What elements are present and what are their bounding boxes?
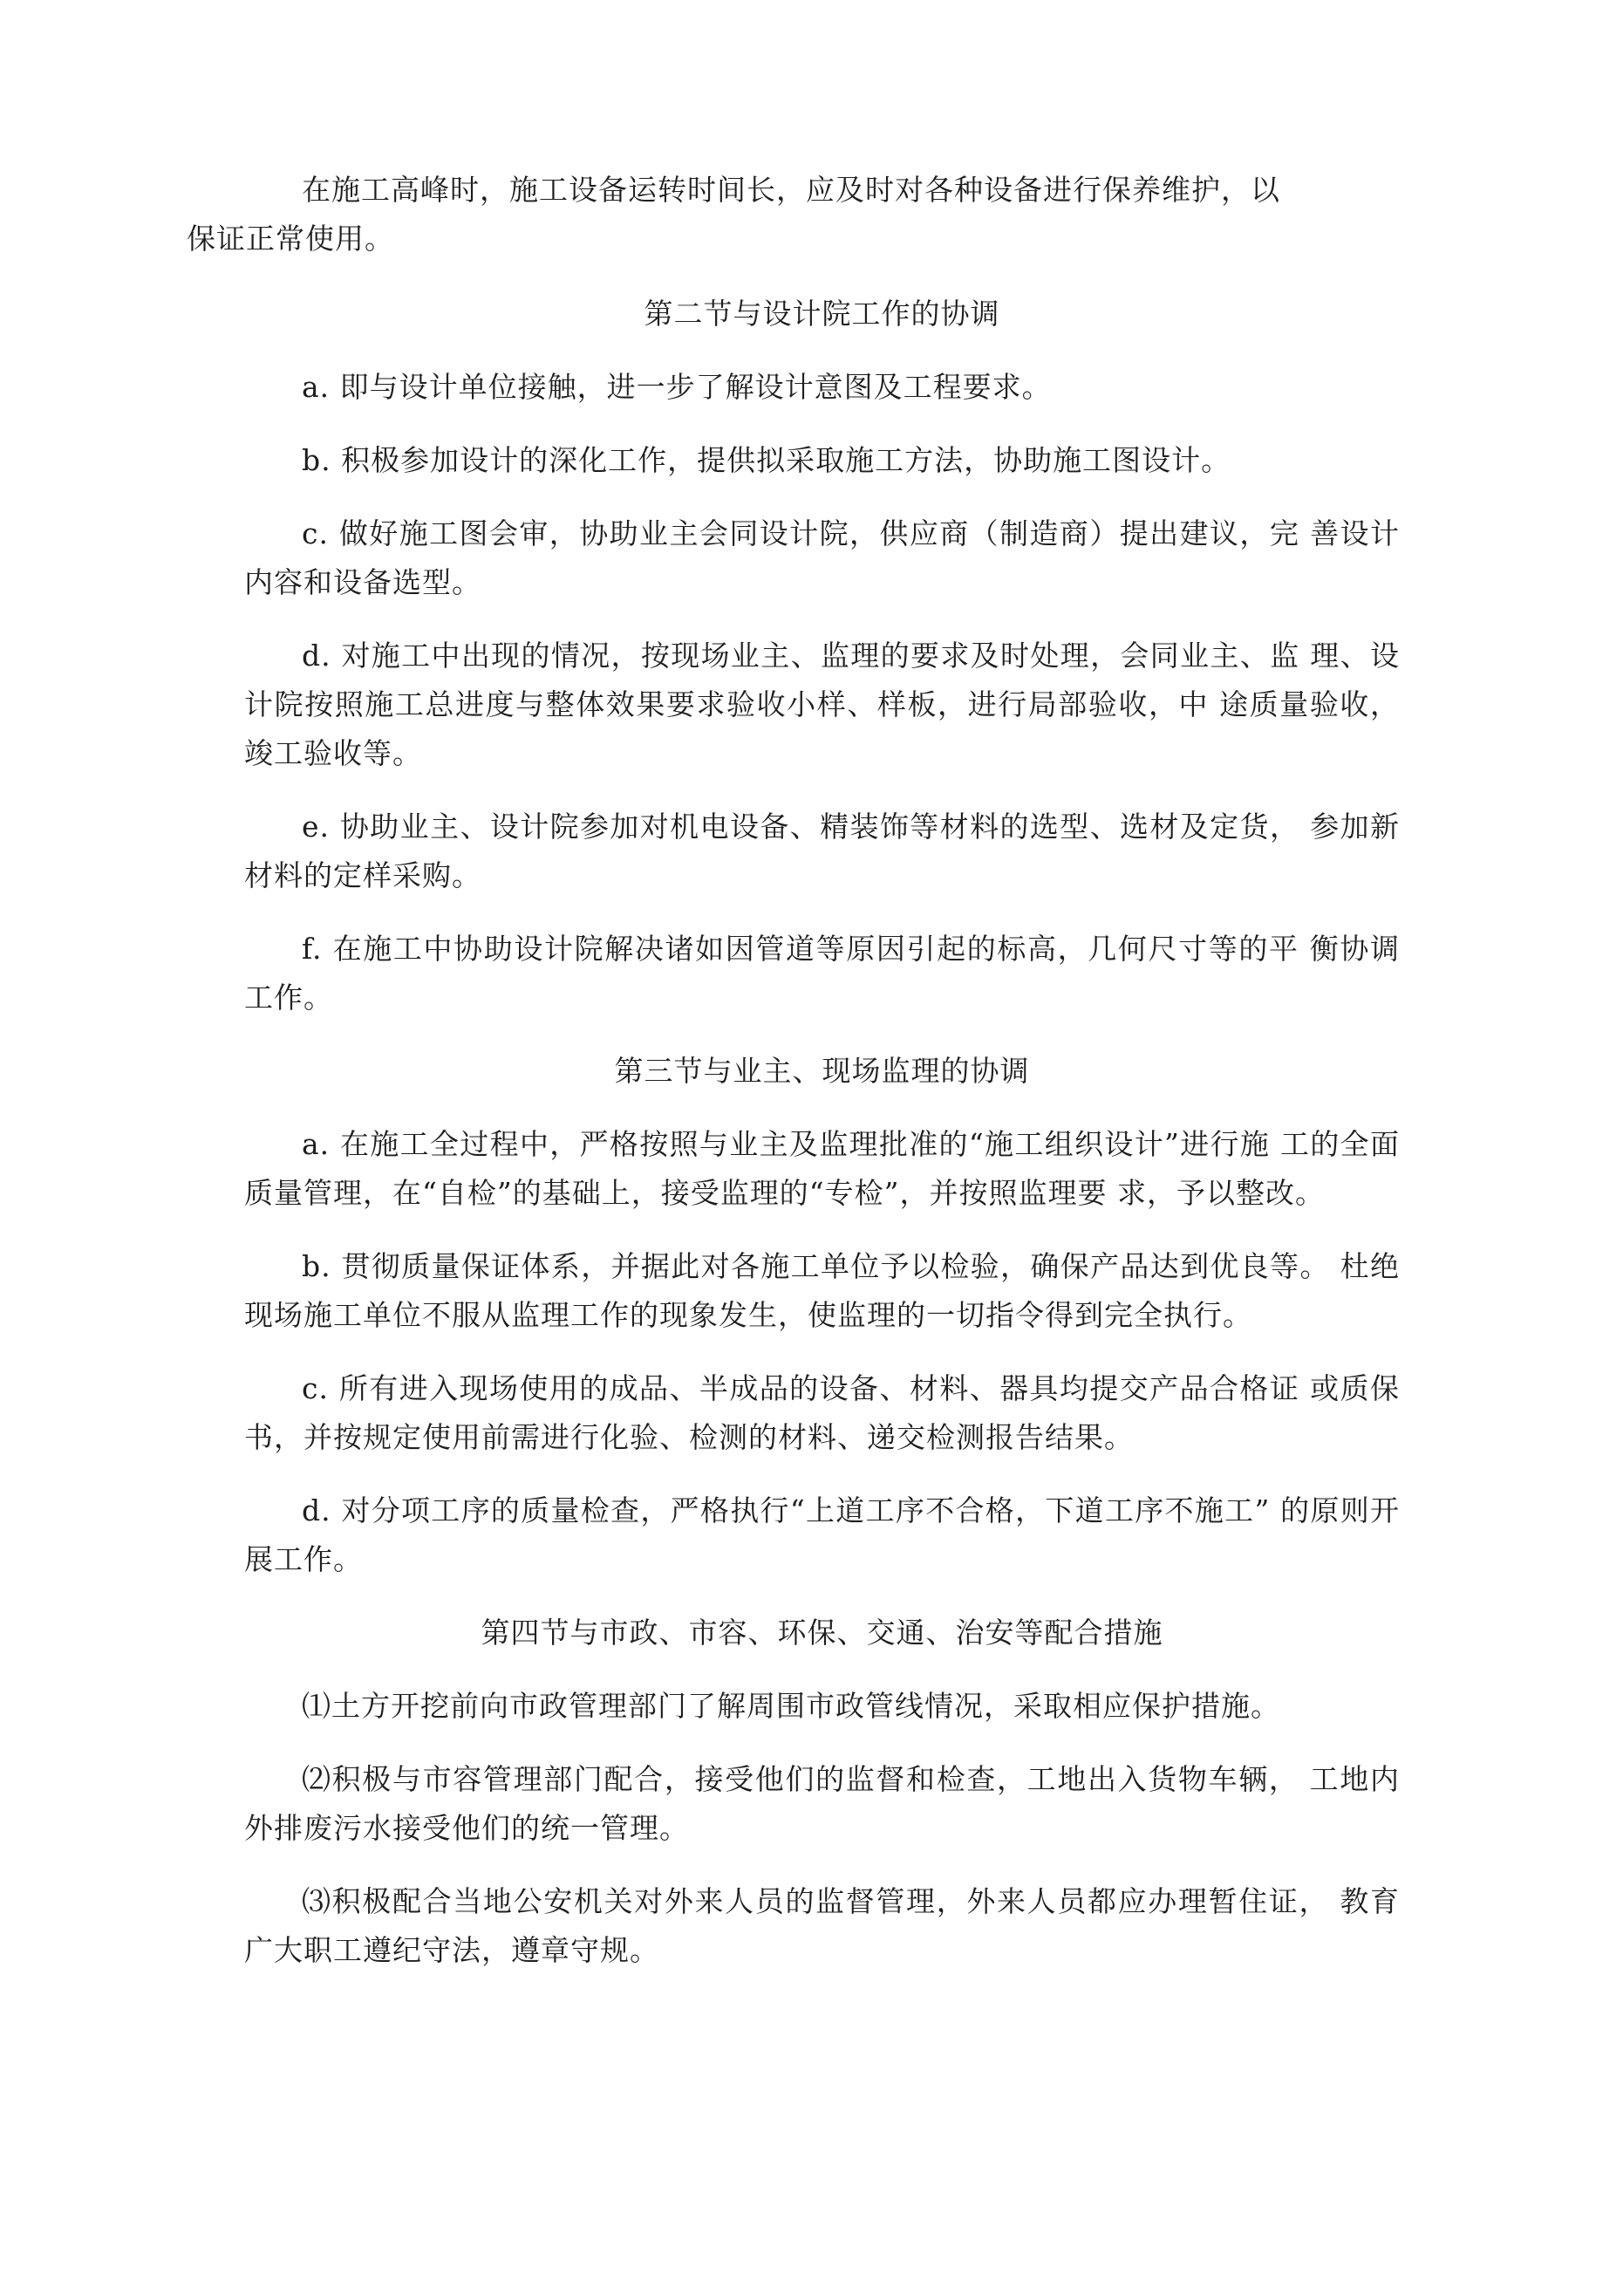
section-2-item-a: a. 即与设计单位接触，进一步了解设计意图及工程要求。: [302, 370, 1052, 404]
section-2-item-d: d. 对施工中出现的情况，按现场业主、监理的要求及时处理，会同业主、监 理、设计院按照施工总进度与整体效果要求验收小样、样板，进行局部验收，中 途质量验收，竣工验收等。: [244, 639, 1400, 770]
section-2-item-c: c. 做好施工图会审，协助业主会同设计院，供应商（制造商）提出建议，完 善设计内容和设备选型。: [244, 516, 1400, 599]
section-4-heading: 第四节与市政、市容、环保、交通、治安等配合措施: [481, 1616, 1163, 1650]
section-3-item-c: c. 所有进入现场使用的成品、半成品的设备、材料、器具均提交产品合格证 或质保书，并按规定使用前需进行化验、检测的材料、递交检测报告结果。: [244, 1371, 1400, 1454]
section-2-item-b: b. 积极参加设计的深化工作，提供拟采取施工方法，协助施工图设计。: [302, 443, 1231, 477]
section-3-item-a: a. 在施工全过程中，严格按照与业主及监理批准的“施工组织设计”进行施 工的全面质量管理，在“自检”的基础上，接受监理的“专检”，并按照监理要 求，予以整改。: [244, 1127, 1400, 1210]
intro-line-2: 保证正常使用。: [187, 222, 394, 256]
section-2-heading: 第二节与设计院工作的协调: [644, 297, 1000, 331]
section-4-item-3: ⑶积极配合当地公安机关对外来人员的监督管理，外来人员都应办理暂住证， 教育广大职工遵纪守法，遵章守规。: [244, 1884, 1400, 1967]
section-4-item-2: ⑵积极与市容管理部门配合，接受他们的监督和检查，工地出入货物车辆， 工地内外排废污水接受他们的统一管理。: [244, 1762, 1400, 1845]
document-body: [187, 166, 1400, 1999]
section-2-item-e: e. 协助业主、设计院参加对机电设备、精装饰等材料的选型、选材及定货， 参加新材料的定样采购。: [244, 810, 1400, 892]
intro-paragraph: [187, 166, 1400, 263]
section-3-heading: 第三节与业主、现场监理的协调: [614, 1054, 1030, 1088]
section-4-item-1: ⑴土方开挖前向市政管理部门了解周围市政管线情况，采取相应保护措施。: [302, 1689, 1280, 1723]
section-3-item-b: b. 贯彻质量保证体系，并据此对各施工单位予以检验，确保产品达到优良等。 杜绝现场施工单位不服从监理工作的现象发生，使监理的一切指令得到完全执行。: [244, 1249, 1400, 1332]
intro-line-1: 在施工高峰时，施工设备运转时间长，应及时对各种设备进行保养维护，以: [302, 173, 1280, 207]
section-3-item-d: d. 对分项工序的质量检查，严格执行“上道工序不合格，下道工序不施工” 的原则开展工作。: [244, 1493, 1400, 1576]
section-2-item-f: f. 在施工中协助设计院解决诸如因管道等原因引起的标高，几何尺寸等的平 衡协调工作。: [244, 932, 1400, 1015]
